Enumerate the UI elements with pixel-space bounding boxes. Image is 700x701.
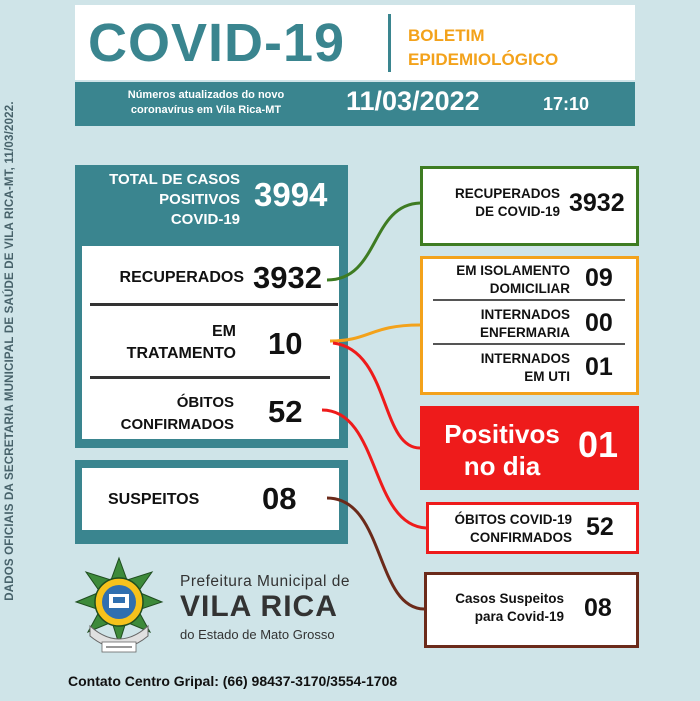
- deaths-detail-line-2: CONFIRMADOS: [470, 530, 572, 545]
- suspects-label: SUSPEITOS: [108, 491, 200, 508]
- deaths-detail-label: [432, 511, 572, 547]
- municipal-coat-of-arms-icon: [74, 556, 164, 664]
- ward-label: [430, 306, 570, 342]
- recovered-detail-line-2: DE COVID-19: [475, 204, 560, 219]
- deaths-detail-line-1: ÓBITOS COVID-19: [454, 512, 572, 527]
- update-note-line-2: coronavírus em Vila Rica-MT: [130, 104, 282, 116]
- subtitle-line-1: BOLETIM: [408, 26, 485, 45]
- deaths-label-line-2: CONFIRMADOS: [120, 416, 234, 433]
- isolation-line-2: DOMICILIAR: [489, 281, 570, 296]
- recovered-label: RECUPERADOS: [119, 269, 244, 286]
- recovered-detail-value: 3932: [569, 189, 625, 217]
- daily-positives-value: 01: [578, 424, 619, 465]
- daily-positives-line-1: Positivos: [444, 419, 560, 449]
- official-data-note: DADOS OFICIAIS DA SECRETARIA MUNICIPAL DE SAÚDE DE VILA RICA-MT, 11/03/2022.: [4, 101, 16, 601]
- bulletin-date: 11/03/2022: [346, 86, 480, 116]
- recovered-value: 3932: [253, 260, 322, 295]
- total-label-line-2: POSITIVOS: [159, 191, 240, 208]
- icu-value: 01: [585, 353, 613, 381]
- deaths-label-line-1: ÓBITOS: [176, 394, 234, 411]
- treatment-divider-1: [433, 299, 625, 301]
- ward-line-1: INTERNADOS: [480, 307, 570, 322]
- treatment-divider-2: [433, 343, 625, 345]
- update-note-line-1: Números atualizados do novo: [127, 89, 285, 101]
- total-cases-value: 3994: [254, 176, 328, 213]
- prefecture-line-1: Prefeitura Municipal de: [180, 573, 351, 590]
- prefecture-state: do Estado de Mato Grosso: [180, 627, 335, 642]
- daily-positives-label: [432, 418, 572, 482]
- bulletin-time: 17:10: [543, 94, 590, 114]
- page-title: COVID-19: [88, 13, 346, 73]
- deaths-detail-value: 52: [586, 513, 614, 541]
- total-label-line-3: COVID-19: [170, 211, 240, 228]
- isolation-value: 09: [585, 264, 613, 292]
- treatment-value: 10: [268, 326, 303, 361]
- daily-positives-line-2: no dia: [463, 451, 541, 481]
- suspects-detail-line-2: para Covid-19: [474, 609, 564, 624]
- ward-value: 00: [585, 309, 613, 337]
- subtitle-line-2: EPIDEMIOLÓGICO: [408, 50, 559, 69]
- ward-line-2: ENFERMARIA: [480, 325, 570, 340]
- isolation-label: [430, 262, 570, 298]
- contact-info: Contato Centro Gripal: (66) 98437-3170/3554-1708: [68, 673, 398, 689]
- connector-recovered: [327, 203, 420, 280]
- suspects-detail-line-1: Casos Suspeitos: [455, 591, 564, 606]
- deaths-value: 52: [268, 394, 303, 429]
- connector-deaths: [322, 410, 426, 528]
- connector-suspects: [327, 498, 424, 609]
- prefecture-name: VILA RICA: [180, 590, 338, 623]
- suspects-detail-label: [430, 590, 564, 626]
- suspects-detail-value: 08: [584, 594, 612, 622]
- connector-treatment: [330, 325, 420, 341]
- treatment-label-line-1: EM: [212, 323, 236, 340]
- connector-positive: [333, 343, 420, 448]
- icu-label: [430, 350, 570, 386]
- treatment-label-line-2: TRATAMENTO: [126, 345, 236, 362]
- isolation-line-1: EM ISOLAMENTO: [456, 263, 570, 278]
- suspects-value: 08: [262, 481, 297, 516]
- total-label-line-1: TOTAL DE CASOS: [109, 171, 240, 188]
- icu-line-2: EM UTI: [524, 369, 570, 384]
- recovered-detail-label: [425, 185, 560, 221]
- recovered-detail-line-1: RECUPERADOS: [454, 186, 560, 201]
- icu-line-1: INTERNADOS: [480, 351, 570, 366]
